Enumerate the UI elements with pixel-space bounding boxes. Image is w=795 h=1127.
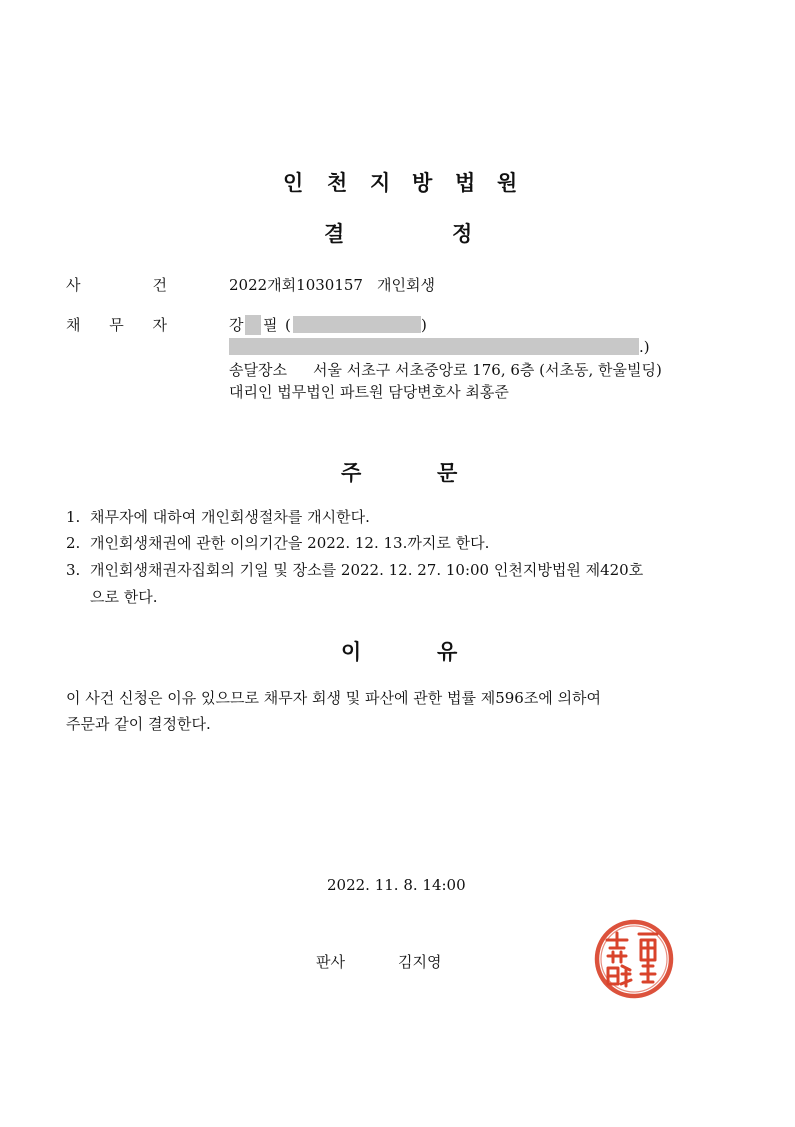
case-label-char: 건 <box>152 276 167 294</box>
debtor-name-first: 강 <box>229 316 244 334</box>
debtor-label-char: 채 <box>66 316 81 334</box>
court-name-char: 천 <box>327 171 348 195</box>
order-item-number: 3. <box>66 561 81 579</box>
document-type-char: 결 <box>324 222 345 246</box>
court-name-char: 원 <box>497 171 518 195</box>
document-type <box>0 218 795 246</box>
order-item-text: 개인회생채권자집회의 기일 및 장소를 2022. 12. 27. 10:00 인천지방법원 제420호 <box>90 561 644 579</box>
order-heading <box>0 457 795 485</box>
redaction-name-middle <box>245 315 261 335</box>
court-name-char: 지 <box>370 171 391 195</box>
decision-date: 2022. 11. 8. 14:00 <box>327 876 466 894</box>
order-item-text: 개인회생채권에 관한 이의기간을 2022. 12. 13.까지로 한다. <box>90 534 490 552</box>
reason-text-line: 주문과 같이 결정한다. <box>66 715 211 733</box>
debtor-address-close: .) <box>639 338 650 356</box>
debtor-label <box>66 315 167 335</box>
court-name <box>0 167 795 195</box>
judge-name: 김지영 <box>398 953 442 971</box>
reason-text-line: 이 사건 신청은 이유 있으므로 채무자 회생 및 파산에 관한 법률 제596조에 의하여 <box>66 689 602 707</box>
order-item-text: 채무자에 대하여 개인회생절차를 개시한다. <box>90 508 370 526</box>
case-number: 2022개회1030157 <box>229 276 363 294</box>
court-name-char: 방 <box>412 171 433 195</box>
judge-title: 판사 <box>316 953 345 971</box>
order-item-number: 2. <box>66 534 81 552</box>
case-type: 개인회생 <box>377 276 435 294</box>
reason-heading <box>0 636 795 664</box>
redaction-address <box>229 338 639 355</box>
court-name-char: 법 <box>455 171 476 195</box>
order-item-number: 1. <box>66 508 81 526</box>
reason-heading-char: 이 <box>341 640 362 664</box>
delivery-label: 송달장소 <box>229 361 287 379</box>
debtor-close-paren: ) <box>421 316 427 334</box>
delivery-address: 서울 서초구 서초중앙로 176, 6층 (서초동, 한울빌딩) <box>313 361 662 379</box>
debtor-name-last: 필 <box>263 316 278 334</box>
case-label <box>66 275 167 295</box>
order-heading-char: 주 <box>341 461 362 485</box>
debtor-label-char: 자 <box>152 316 167 334</box>
debtor-open-paren: ( <box>285 316 291 334</box>
debtor-label-char: 무 <box>109 316 124 334</box>
reason-heading-char: 유 <box>437 640 458 664</box>
order-item-continuation: 으로 한다. <box>90 588 158 606</box>
debtor-agent: 대리인 법무법인 파트원 담당변호사 최홍준 <box>229 383 509 401</box>
court-name-char: 인 <box>283 171 304 195</box>
order-heading-char: 문 <box>437 461 458 485</box>
redaction-id-number <box>293 316 421 333</box>
judge-seal <box>593 918 675 1000</box>
document-type-char: 정 <box>452 222 473 246</box>
case-label-char: 사 <box>66 276 81 294</box>
